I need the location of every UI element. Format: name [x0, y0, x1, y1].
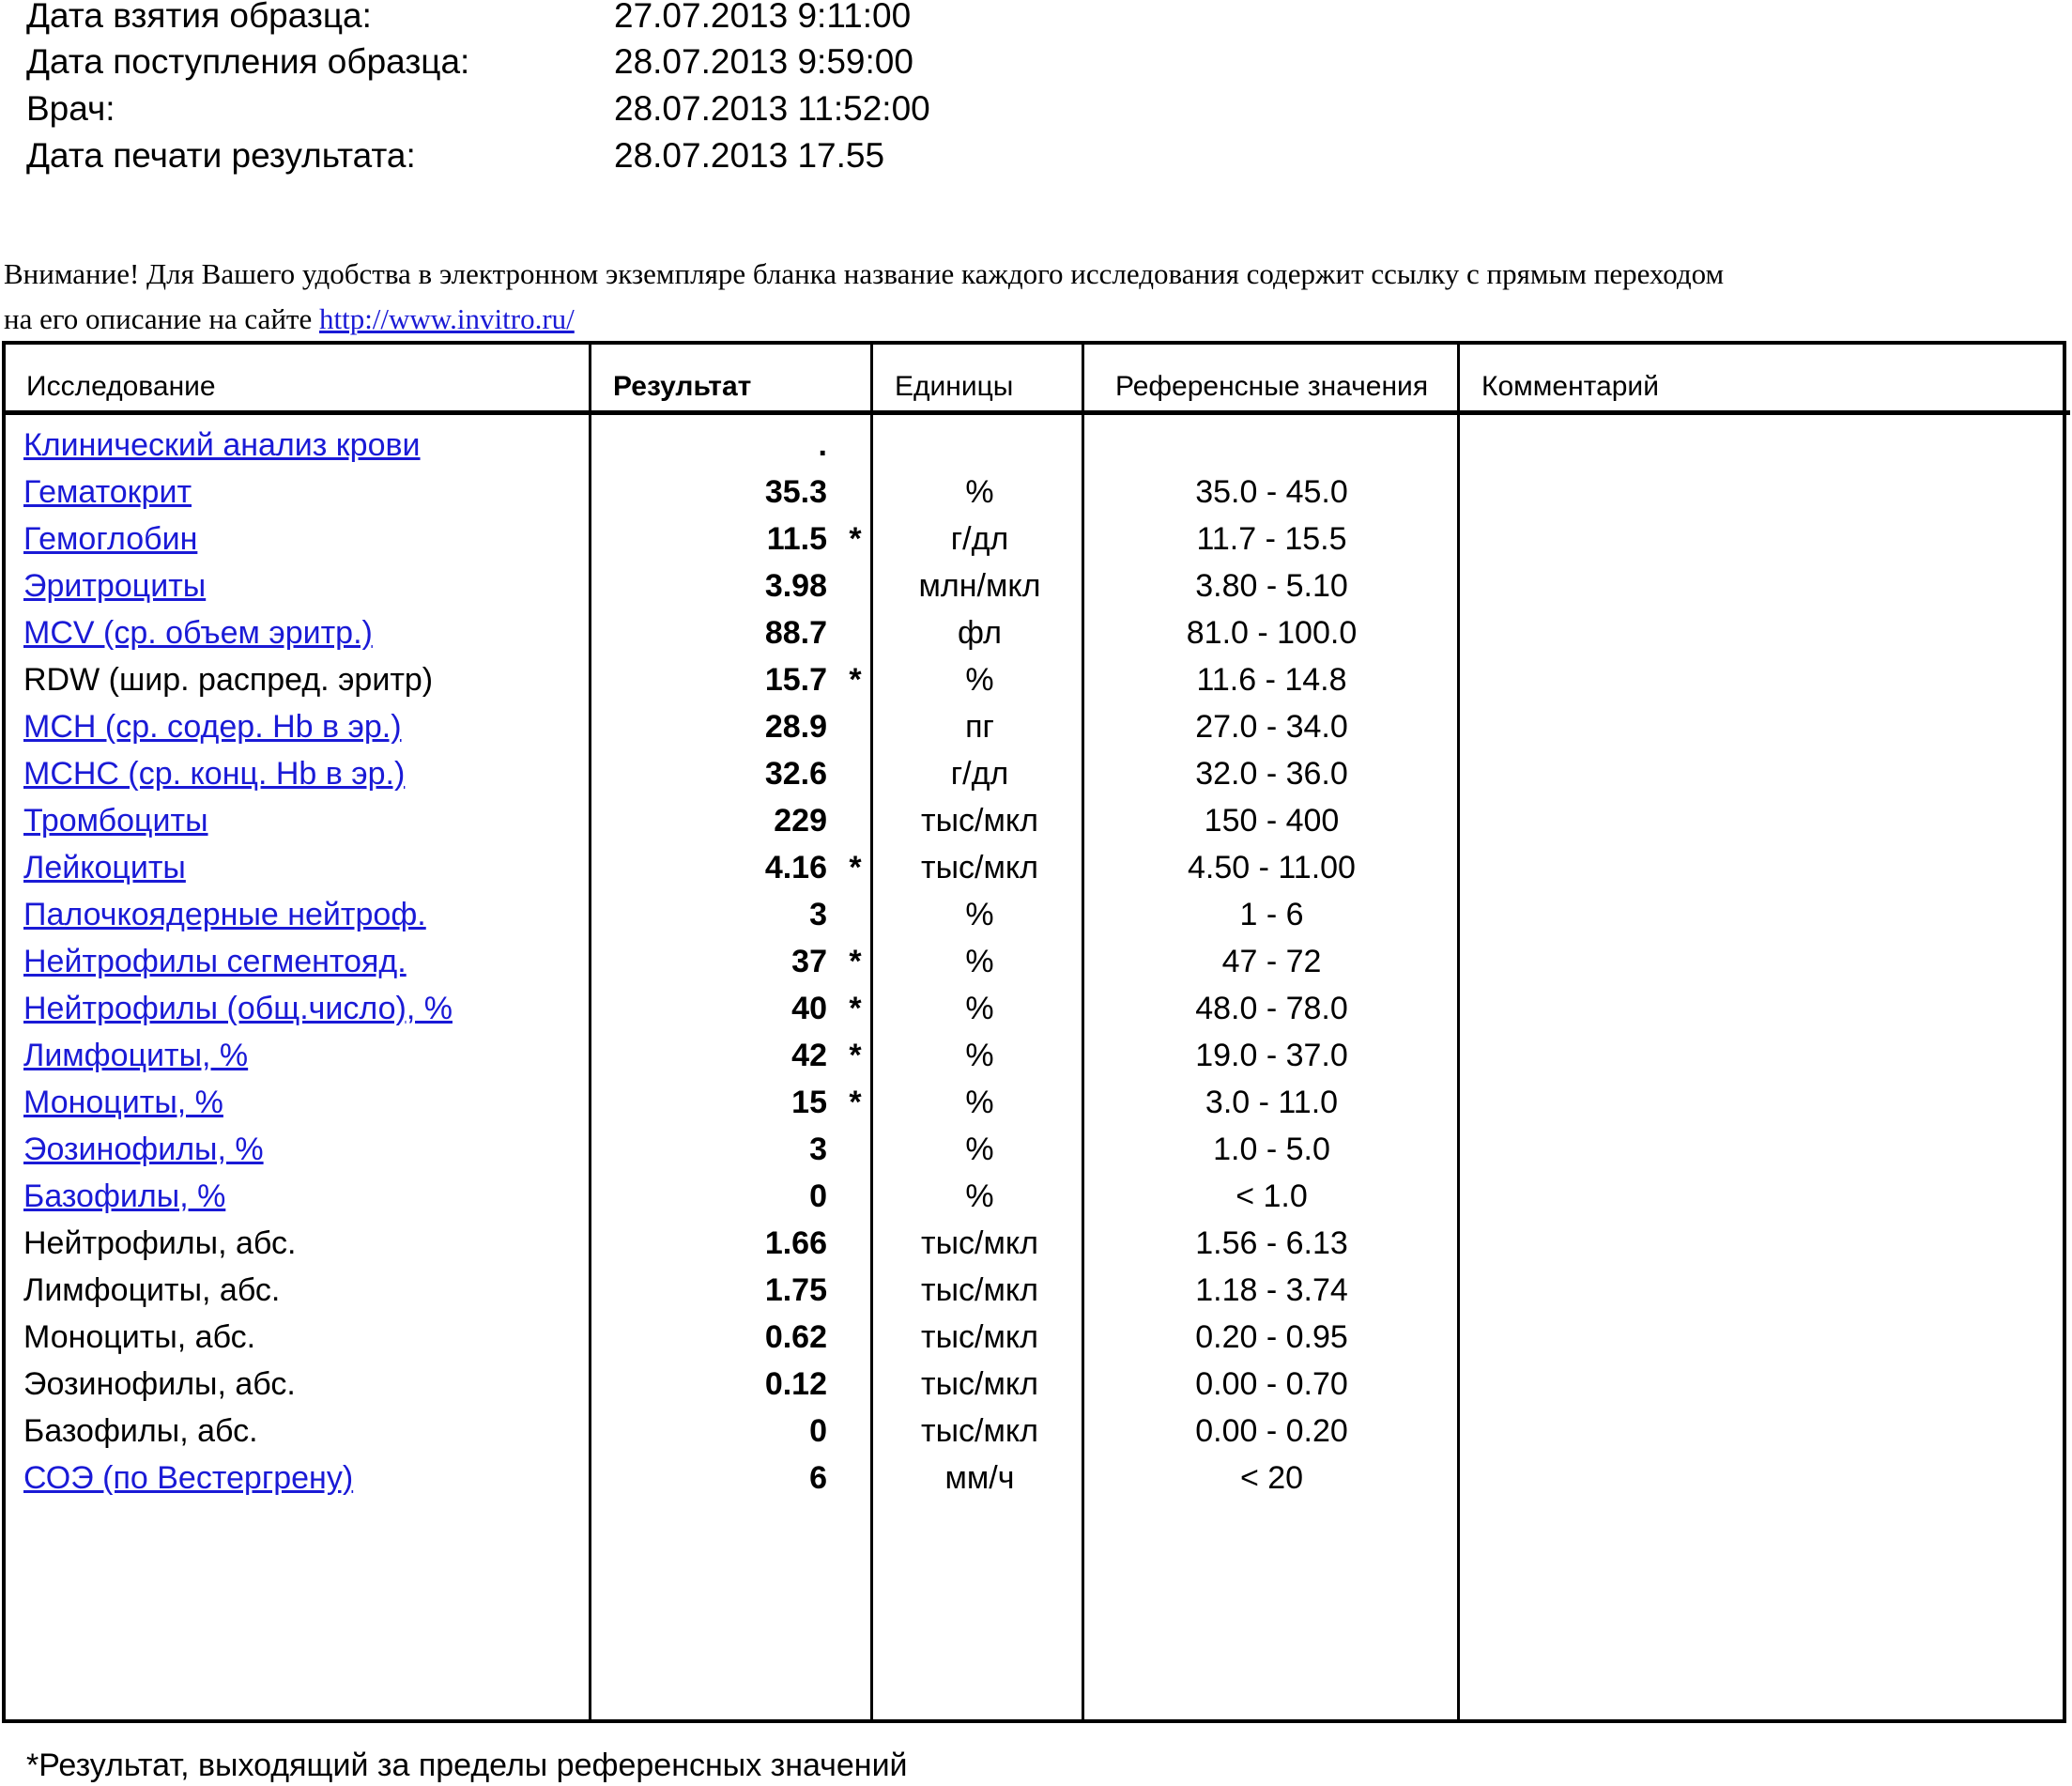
info-value: 28.07.2013 17.55	[614, 136, 885, 175]
out-of-range-flag: *	[849, 1085, 862, 1120]
out-of-range-flag: *	[849, 1038, 862, 1073]
result-value: .	[818, 427, 827, 463]
result-value: 3	[809, 897, 827, 932]
result-value: 40	[791, 991, 827, 1026]
table-row	[0, 938, 2072, 985]
study-link-mchc[interactable]: MCHC (ср. конц. Hb в эр.)	[23, 756, 406, 792]
reference-range: 47 - 72	[1221, 944, 1322, 979]
result-value: 0.12	[764, 1366, 827, 1402]
result-value: 35.3	[764, 474, 827, 510]
table-row	[0, 1361, 2072, 1408]
units-value: тыс/мкл	[921, 1319, 1038, 1355]
units-value: фл	[957, 615, 1003, 651]
invitro-site-link[interactable]: http://www.invitro.ru/	[318, 302, 575, 335]
units-value: г/дл	[950, 521, 1009, 557]
table-row	[0, 516, 2072, 562]
header-divider	[2, 410, 2070, 415]
table-row	[0, 891, 2072, 938]
out-of-range-flag: *	[849, 991, 862, 1026]
reference-range: 1 - 6	[1239, 897, 1304, 932]
units-value: тыс/мкл	[921, 1225, 1038, 1261]
study-link-hemoglobin[interactable]: Гемоглобин	[23, 521, 198, 557]
units-value: тыс/мкл	[921, 850, 1038, 885]
table-row	[0, 656, 2072, 703]
result-value: 28.9	[764, 709, 827, 745]
reference-range: 150 - 400	[1204, 803, 1340, 839]
units-value: г/дл	[950, 756, 1009, 792]
table-row	[0, 1220, 2072, 1267]
table-row	[0, 1032, 2072, 1079]
out-of-range-flag: *	[849, 850, 862, 885]
notice-text-prefix: на его описание на сайте	[4, 302, 319, 335]
table-row	[0, 797, 2072, 844]
table-body	[0, 422, 2072, 1501]
units-value: %	[965, 474, 994, 510]
study-name-neutrophils-abs: Нейтрофилы, абс.	[23, 1225, 297, 1261]
result-value: 11.5	[766, 521, 827, 557]
reference-range: 3.0 - 11.0	[1205, 1085, 1339, 1120]
study-link-erythrocytes[interactable]: Эритроциты	[23, 568, 207, 604]
footnote-out-of-range: *Результат, выходящий за пределы референсных значений	[26, 1748, 908, 1783]
reference-range: 11.7 - 15.5	[1196, 521, 1347, 557]
units-value: %	[965, 1178, 994, 1214]
col-header-result: Результат	[613, 371, 752, 402]
reference-range: 1.56 - 6.13	[1195, 1225, 1348, 1261]
units-value: %	[965, 944, 994, 979]
info-label: Дата взятия образца:	[26, 0, 372, 35]
study-link-basophils-pct[interactable]: Базофилы, %	[23, 1178, 226, 1214]
reference-range: 32.0 - 36.0	[1195, 756, 1348, 792]
units-value: тыс/мкл	[921, 1413, 1038, 1449]
units-value: %	[965, 662, 994, 698]
study-link-band-neutrophils[interactable]: Палочкоядерные нейтроф.	[23, 897, 426, 932]
table-row	[0, 469, 2072, 516]
table-row	[0, 1455, 2072, 1501]
study-name-eosinophils-abs: Эозинофилы, абс.	[23, 1366, 296, 1402]
result-value: 6	[809, 1460, 827, 1496]
reference-range: 27.0 - 34.0	[1195, 709, 1348, 745]
study-link-lymphocytes-pct[interactable]: Лимфоциты, %	[23, 1038, 249, 1073]
reference-range: 48.0 - 78.0	[1195, 991, 1348, 1026]
units-value: %	[965, 897, 994, 932]
result-value: 1.75	[764, 1272, 827, 1308]
notice-text: Внимание! Для Вашего удобства в электронном экземпляре бланка название каждого исследования содержит ссылку с прямым переходом	[4, 257, 1725, 290]
info-value: 28.07.2013 9:59:00	[614, 42, 913, 81]
table-row	[0, 422, 2072, 469]
study-name-lymphocytes-abs: Лимфоциты, абс.	[23, 1272, 281, 1308]
study-link-cbc[interactable]: Клинический анализ крови	[23, 427, 421, 463]
col-header-units: Единицы	[895, 371, 1014, 402]
result-value: 4.16	[764, 850, 827, 885]
reference-range: 0.20 - 0.95	[1195, 1319, 1348, 1355]
study-link-esr[interactable]: СОЭ (по Вестергрену)	[23, 1460, 354, 1496]
reference-range: 3.80 - 5.10	[1195, 568, 1348, 604]
col-header-reference: Референсные значения	[1115, 371, 1429, 402]
result-value: 3	[809, 1132, 827, 1167]
table-row	[0, 1267, 2072, 1314]
reference-range: 81.0 - 100.0	[1186, 615, 1358, 651]
col-header-study: Исследование	[26, 371, 216, 402]
result-value: 15	[791, 1085, 827, 1120]
reference-range: 35.0 - 45.0	[1195, 474, 1348, 510]
units-value: пг	[965, 709, 994, 745]
info-label: Дата печати результата:	[26, 136, 416, 175]
study-link-leukocytes[interactable]: Лейкоциты	[23, 850, 186, 885]
reference-range: 11.6 - 14.8	[1196, 662, 1347, 698]
reference-range: 0.00 - 0.20	[1195, 1413, 1348, 1449]
result-value: 32.6	[764, 756, 827, 792]
study-name-basophils-abs: Базофилы, абс.	[23, 1413, 258, 1449]
result-value: 0	[809, 1178, 827, 1214]
table-row	[0, 703, 2072, 750]
out-of-range-flag: *	[849, 662, 862, 698]
result-value: 88.7	[764, 615, 827, 651]
info-label: Врач:	[26, 89, 115, 128]
units-value: %	[965, 1132, 994, 1167]
study-link-neutrophils-total[interactable]: Нейтрофилы (общ.число), %	[23, 991, 453, 1026]
study-name-monocytes-abs: Моноциты, абс.	[23, 1319, 256, 1355]
reference-range: 4.50 - 11.00	[1188, 850, 1356, 885]
info-value: 27.07.2013 9:11:00	[614, 0, 912, 35]
reference-range: 19.0 - 37.0	[1195, 1038, 1348, 1073]
result-value: 0.62	[764, 1319, 827, 1355]
table-row	[0, 844, 2072, 891]
notice-line-1	[4, 252, 1724, 297]
study-name-rdw: RDW (шир. распред. эритр)	[23, 662, 434, 698]
table-row	[0, 562, 2072, 609]
units-value: %	[965, 1038, 994, 1073]
table-row	[0, 1173, 2072, 1220]
study-link-eosinophils-pct[interactable]: Эозинофилы, %	[23, 1132, 264, 1167]
table-row	[0, 750, 2072, 797]
table-row	[0, 1079, 2072, 1126]
out-of-range-flag: *	[849, 521, 862, 557]
units-value: тыс/мкл	[921, 1272, 1038, 1308]
units-value: %	[965, 1085, 994, 1120]
units-value: мм/ч	[944, 1460, 1015, 1496]
info-label: Дата поступления образца:	[26, 42, 470, 81]
study-link-platelets[interactable]: Тромбоциты	[23, 803, 208, 839]
result-value: 1.66	[764, 1225, 827, 1261]
reference-range: < 20	[1239, 1460, 1304, 1496]
result-value: 3.98	[764, 568, 827, 604]
notice-line-2	[4, 297, 575, 342]
result-value: 15.7	[764, 662, 827, 698]
result-value: 0	[809, 1413, 827, 1449]
study-link-segmented-neutrophils[interactable]: Нейтрофилы сегментояд.	[23, 944, 407, 979]
units-value: тыс/мкл	[921, 1366, 1038, 1402]
reference-range: 0.00 - 0.70	[1195, 1366, 1348, 1402]
result-value: 229	[774, 803, 827, 839]
result-value: 37	[791, 944, 827, 979]
table-row	[0, 1126, 2072, 1173]
result-value: 42	[791, 1038, 827, 1073]
info-value: 28.07.2013 11:52:00	[614, 89, 930, 128]
reference-range: < 1.0	[1236, 1178, 1308, 1214]
study-link-mch[interactable]: MCH (ср. содер. Hb в эр.)	[23, 709, 402, 745]
units-value: млн/мкл	[918, 568, 1041, 604]
table-row	[0, 1408, 2072, 1455]
reference-range: 1.0 - 5.0	[1213, 1132, 1330, 1167]
units-value: %	[965, 991, 994, 1026]
study-link-hematocrit[interactable]: Гематокрит	[23, 474, 192, 510]
table-row	[0, 609, 2072, 656]
out-of-range-flag: *	[849, 944, 862, 979]
study-link-mcv[interactable]: MCV (ср. объем эритр.)	[23, 615, 373, 651]
study-link-monocytes-pct[interactable]: Моноциты, %	[23, 1085, 223, 1120]
table-row	[0, 985, 2072, 1032]
units-value: тыс/мкл	[921, 803, 1038, 839]
col-header-comment: Комментарий	[1481, 371, 1659, 402]
table-row	[0, 1314, 2072, 1361]
reference-range: 1.18 - 3.74	[1195, 1272, 1348, 1308]
